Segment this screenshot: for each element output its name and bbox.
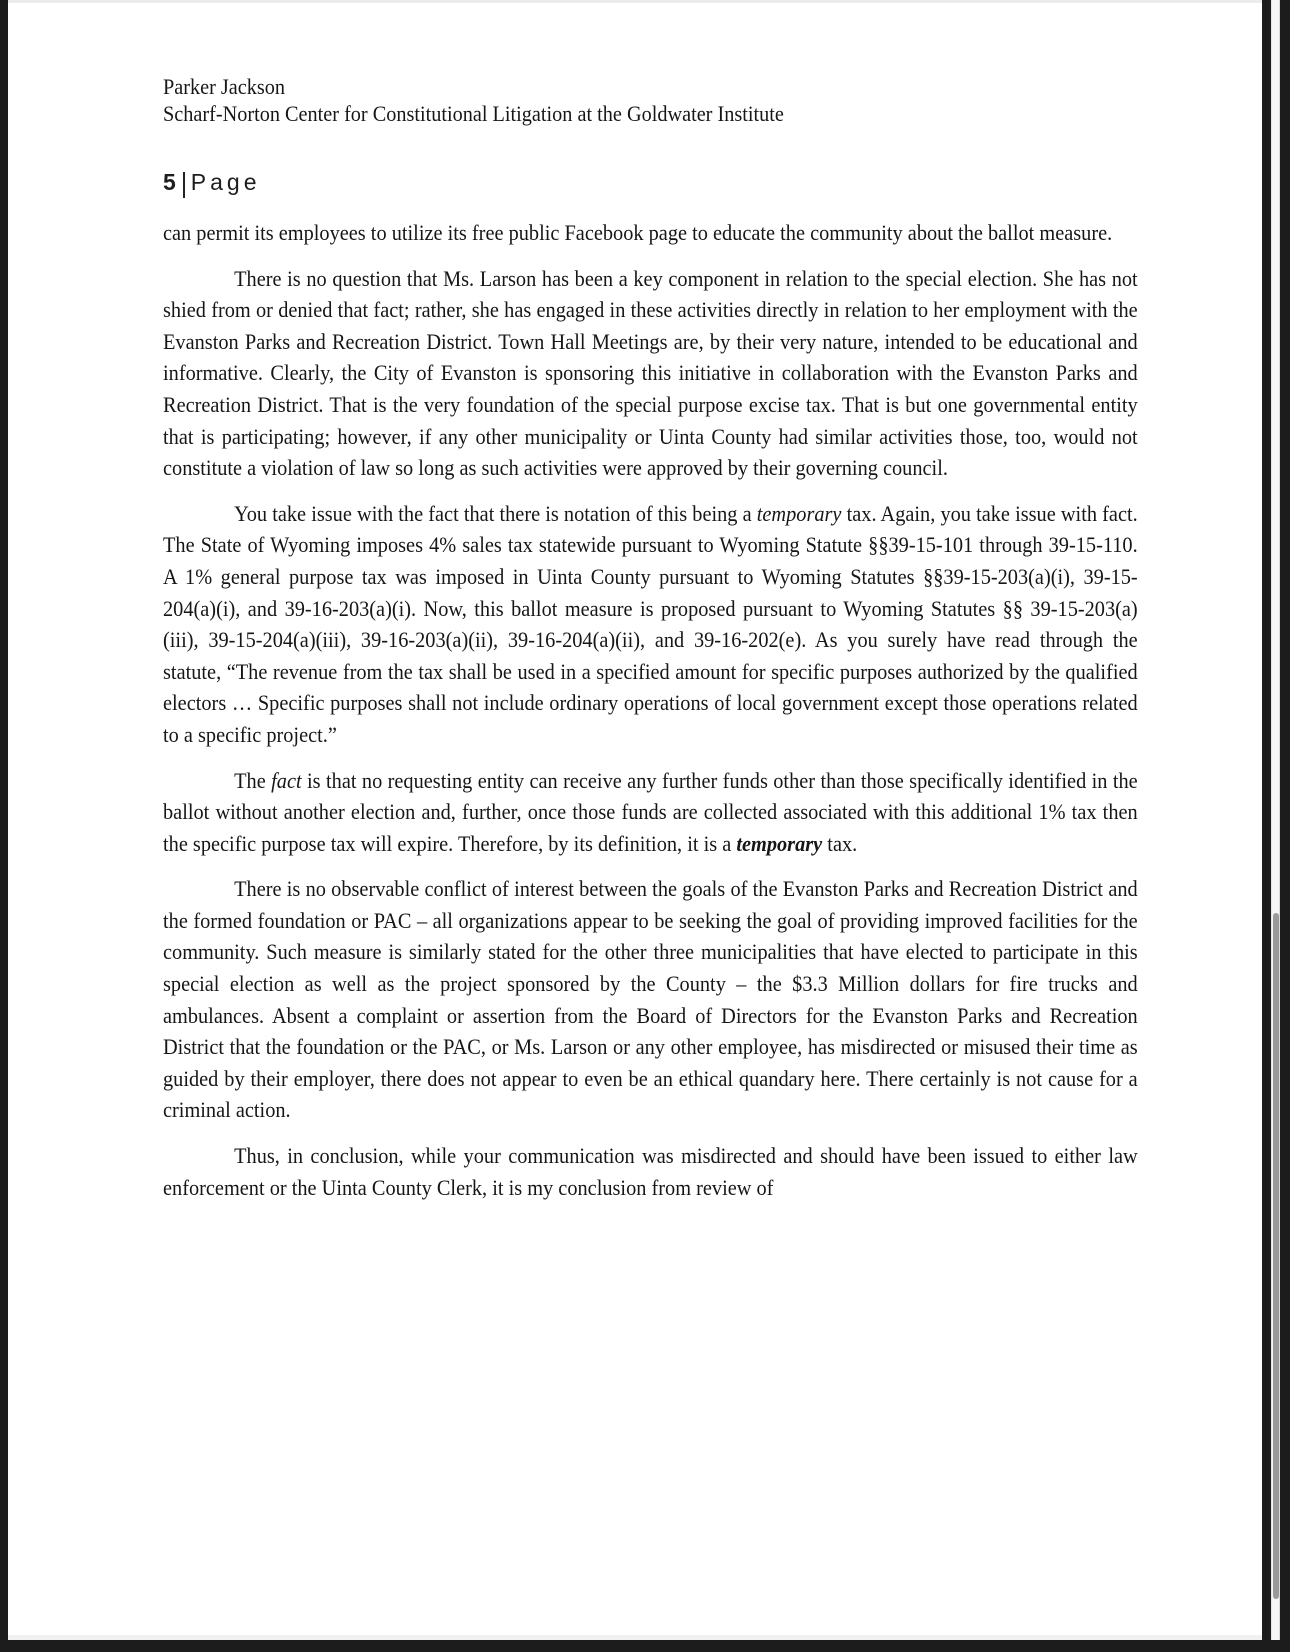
text-run: tax. Again, you take issue with fact. The State of Wyoming imposes 4% sales tax statewide pursuant to Wyoming Statute §§39-15-101 through 39-15-110. A 1% general purpose tax was imposed in Uinta County pursuant to Wyoming Statutes §§39-15-203(a)(i), 39-15-204(a)(i), and 39-16-203(a)(i). Now, this ballot measure is proposed pursuant to Wyoming Statutes §§ 39-15-203(a)(iii), 39-15-204(a)(iii), 39-16-203(a)(ii), 39-16-204(a)(ii), and 39-16-202(e). As you surely have read through the statute, “The revenue from the tax shall be used in a specified amount for specific purposes authorized by the qualified electors … Specific purposes shall not include ordinary operations of local government except those operations related to a specific project.” — [163, 500, 1138, 747]
paragraph — [163, 217, 1138, 249]
text-run: You take issue with the fact that there is notation of this being a — [234, 500, 757, 526]
recipient-block — [163, 73, 1144, 127]
recipient-organization: Scharf-Norton Center for Constitutional Litigation at the Goldwater Institute — [163, 101, 784, 126]
page-number: 5 — [163, 169, 176, 195]
emphasized-text: fact — [271, 767, 302, 793]
emphasized-text: temporary — [736, 830, 823, 856]
paragraph — [163, 263, 1138, 484]
page-number-header — [163, 167, 1138, 197]
text-run: Thus, in conclusion, while your communication was misdirected and should have been issued to either law enforcement or the Uinta County Clerk, it is my conclusion from review of — [163, 1143, 1138, 1200]
vertical-scrollbar[interactable] — [1271, 0, 1280, 1640]
letter-body — [163, 217, 1138, 1203]
paragraph — [163, 765, 1138, 860]
text-run: There is no observable conflict of interest between the goals of the Evanston Parks and Recreation District and the formed foundation or PAC – all organizations appear to be seeking the goal of providing improved facilities for the community. Such measure is similarly stated for the other three municipalities that have elected to participate in this special election as well as the project sponsored by the County – the $3.3 Million dollars for fire trucks and ambulances. Absent a complaint or assertion from the Board of Directors for the Evanston Parks and Recreation District that the foundation or the PAC, or Ms. Larson or any other employee, has misdirected or misused their time as guided by their employer, there does not appear to even be an ethical quandary here. There certainly is not cause for a criminal action. — [163, 876, 1138, 1123]
text-run: can permit its employees to utilize its free public Facebook page to educate the community about the ballot measure. — [163, 220, 1113, 245]
text-run: The — [234, 767, 272, 793]
text-run: is that no requesting entity can receive any further funds other than those specifically identified in the ballot without another election and, further, once those funds are collected associated with this additional 1% tax then the specific purpose tax will expire. Therefore, by its definition, it is a — [163, 767, 1138, 856]
page-bottom-edge — [8, 1635, 1262, 1640]
letter-content — [163, 73, 1138, 1217]
page-label: Page — [190, 169, 261, 195]
emphasized-text: temporary — [756, 500, 842, 526]
paragraph — [163, 1140, 1138, 1203]
paragraph — [163, 873, 1138, 1126]
recipient-name: Parker Jackson — [163, 74, 286, 99]
scrollbar-thumb[interactable] — [1273, 913, 1279, 1599]
paragraph — [163, 498, 1138, 751]
document-page — [8, 0, 1262, 1640]
text-run: There is no question that Ms. Larson has been a key component in relation to the special election. She has not shied from or denied that fact; rather, she has engaged in these activities directly in relation to her employment with the Evanston Parks and Recreation District. Town Hall Meetings are, by their very nature, intended to be educational and informative. Clearly, the City of Evanston is sponsoring this initiative in collaboration with the Evanston Parks and Recreation District. That is the very foundation of the special purpose excise tax. That is but one governmental entity that is participating; however, if any other municipality or Uinta County had similar activities those, too, would not constitute a violation of law so long as such activities were approved by their governing council. — [163, 265, 1138, 481]
page-header-divider — [183, 172, 185, 198]
text-run: tax. — [822, 830, 858, 856]
